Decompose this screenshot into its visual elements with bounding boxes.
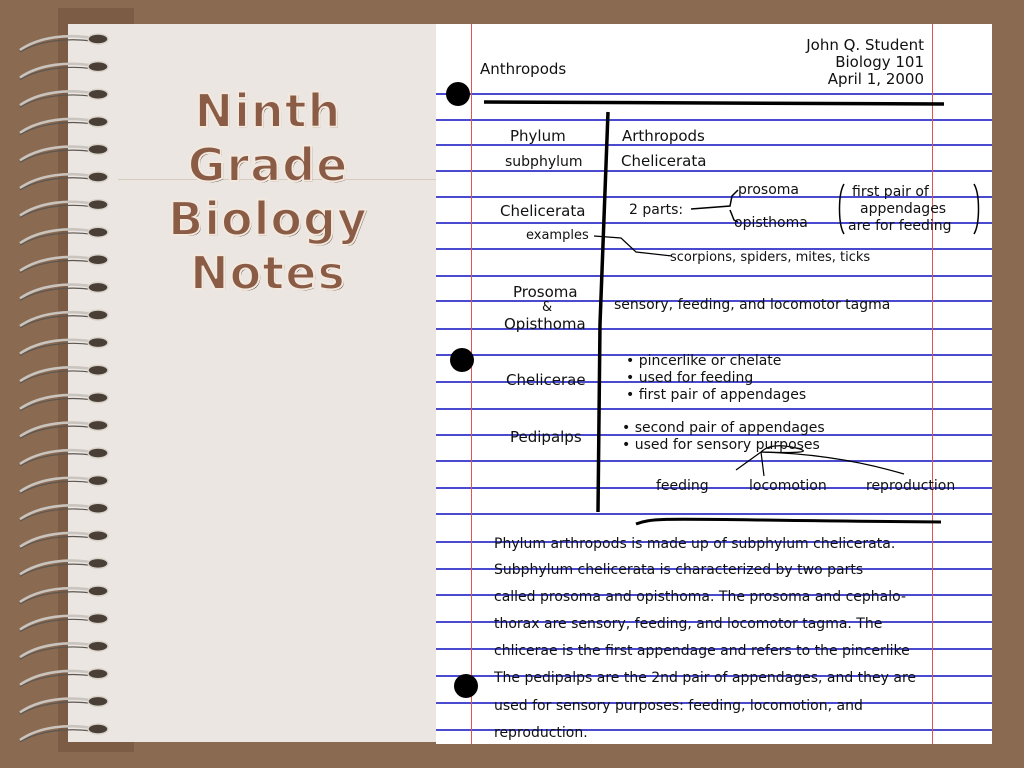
part-opisthoma: opisthoma bbox=[734, 215, 808, 231]
spiral-coil bbox=[20, 671, 92, 685]
spiral-coil-shadow bbox=[20, 233, 92, 245]
spiral-hole bbox=[88, 310, 108, 320]
spiral-hole bbox=[88, 393, 108, 403]
spiral-coil-shadow bbox=[20, 592, 92, 604]
spiral-hole bbox=[88, 117, 108, 127]
value-phylum: Arthropods bbox=[622, 127, 705, 145]
parts-label: 2 parts: bbox=[629, 202, 684, 218]
spiral-coil bbox=[20, 643, 92, 657]
spiral-binding-icon bbox=[0, 0, 130, 768]
note-bracket-left bbox=[840, 184, 845, 234]
spiral-coil bbox=[20, 588, 92, 602]
date-label: April 1, 2000 bbox=[827, 70, 924, 88]
spiral-hole bbox=[88, 365, 108, 375]
spiral-coil bbox=[20, 285, 92, 299]
chelicerae-bullet-2: • used for feeding bbox=[626, 370, 754, 386]
spiral-hole bbox=[88, 338, 108, 348]
spiral-coil bbox=[20, 64, 92, 78]
spiral-hole bbox=[88, 476, 108, 486]
arrow-prosoma bbox=[691, 190, 738, 209]
spiral-hole bbox=[88, 255, 108, 265]
spiral-hole bbox=[88, 282, 108, 292]
spiral-coil bbox=[20, 257, 92, 271]
topic-label: Anthropods bbox=[480, 60, 567, 78]
spiral-coil bbox=[20, 533, 92, 547]
note-line-1: first pair of bbox=[852, 184, 929, 200]
spiral-hole bbox=[88, 724, 108, 734]
spiral-coil-shadow bbox=[20, 564, 92, 576]
spiral-coil-shadow bbox=[20, 426, 92, 438]
term-chelicerata: Chelicerata bbox=[500, 202, 586, 220]
term-chelicerae: Chelicerae bbox=[506, 371, 586, 389]
spiral-coil-shadow bbox=[20, 40, 92, 52]
spiral-coil bbox=[20, 202, 92, 216]
note-bracket-right bbox=[974, 184, 979, 234]
spiral-hole bbox=[88, 696, 108, 706]
term-phylum: Phylum bbox=[510, 127, 566, 145]
value-tagma: sensory, feeding, and locomotor tagma bbox=[614, 297, 891, 313]
term-opisthoma: Opisthoma bbox=[504, 315, 586, 333]
spiral-coil bbox=[20, 229, 92, 243]
pedipalps-bullet-2: • used for sensory purposes bbox=[622, 437, 820, 453]
title-line-1: Ninth bbox=[194, 84, 342, 138]
note-line-2: appendages bbox=[860, 201, 947, 217]
title-line-3: Biology bbox=[168, 192, 368, 246]
spiral-coil-shadow bbox=[20, 399, 92, 411]
notebook-page bbox=[436, 24, 992, 744]
spiral-coil-shadow bbox=[20, 67, 92, 79]
branch-locomotion: locomotion bbox=[749, 478, 827, 494]
branch-feeding: feeding bbox=[656, 478, 709, 494]
spiral-hole bbox=[88, 62, 108, 72]
spiral-coil-shadow bbox=[20, 481, 92, 493]
spiral-coil-shadow bbox=[20, 371, 92, 383]
spiral-coil-shadow bbox=[20, 288, 92, 300]
spiral-coil bbox=[20, 174, 92, 188]
spiral-coil-shadow bbox=[20, 150, 92, 162]
spiral-hole bbox=[88, 586, 108, 596]
term-pedipalps: Pedipalps bbox=[510, 428, 582, 446]
top-divider bbox=[484, 102, 944, 104]
summary-line-4: thorax are sensory, feeding, and locomotor tagma. The bbox=[494, 616, 883, 632]
term-subphylum: subphylum bbox=[505, 154, 583, 170]
bottom-divider bbox=[636, 519, 941, 524]
note-line-3: are for feeding bbox=[848, 218, 952, 234]
spiral-coil bbox=[20, 561, 92, 575]
spiral-hole bbox=[88, 89, 108, 99]
spiral-coil bbox=[20, 423, 92, 437]
spiral-coil-shadow bbox=[20, 95, 92, 107]
spiral-coil bbox=[20, 478, 92, 492]
chelicerae-bullet-1: • pincerlike or chelate bbox=[626, 353, 782, 369]
spiral-coil-shadow bbox=[20, 123, 92, 135]
spiral-coil-shadow bbox=[20, 316, 92, 328]
spiral-hole bbox=[88, 531, 108, 541]
spiral-hole bbox=[88, 641, 108, 651]
spiral-coil bbox=[20, 91, 92, 105]
summary-line-3: called prosoma and opisthoma. The prosoma and cephalo- bbox=[494, 589, 907, 605]
summary-line-2: Subphylum chelicerata is characterized by two parts bbox=[494, 562, 864, 578]
spiral-hole bbox=[88, 558, 108, 568]
value-subphylum: Chelicerata bbox=[621, 152, 707, 170]
title-line-2: Grade bbox=[187, 138, 349, 192]
spiral-coil-shadow bbox=[20, 454, 92, 466]
spiral-coil-shadow bbox=[20, 178, 92, 190]
spiral-coil bbox=[20, 395, 92, 409]
spiral-hole bbox=[88, 614, 108, 624]
spiral-coil-shadow bbox=[20, 205, 92, 217]
spiral-hole bbox=[88, 420, 108, 430]
spiral-hole bbox=[88, 227, 108, 237]
spiral-coil-shadow bbox=[20, 343, 92, 355]
term-prosoma: Prosoma bbox=[513, 283, 578, 301]
examples-label: examples bbox=[526, 228, 589, 243]
summary-line-5: chlicerae is the first appendage and refers to the pincerlike bbox=[494, 643, 910, 659]
spiral-coil bbox=[20, 312, 92, 326]
spiral-coil bbox=[20, 699, 92, 713]
spiral-coil bbox=[20, 147, 92, 161]
spiral-coil bbox=[20, 450, 92, 464]
title-line-4: Notes bbox=[190, 246, 346, 300]
term-ampersand: & bbox=[542, 300, 553, 315]
summary-line-6: The pedipalps are the 2nd pair of appendages, and they are bbox=[494, 670, 917, 686]
chelicerae-bullet-3: • first pair of appendages bbox=[626, 387, 807, 403]
spiral-coil bbox=[20, 119, 92, 133]
spiral-hole bbox=[88, 34, 108, 44]
course-name: Biology 101 bbox=[835, 53, 924, 71]
spiral-coil-shadow bbox=[20, 261, 92, 273]
spiral-hole bbox=[88, 144, 108, 154]
spiral-coil-shadow bbox=[20, 509, 92, 521]
spiral-hole bbox=[88, 448, 108, 458]
spiral-hole bbox=[88, 669, 108, 679]
spiral-coil-shadow bbox=[20, 702, 92, 714]
spiral-coil-shadow bbox=[20, 647, 92, 659]
spiral-coil bbox=[20, 36, 92, 50]
summary-line-1: Phylum arthropods is made up of subphylum chelicerata. bbox=[494, 536, 896, 552]
spiral-coil-shadow bbox=[20, 675, 92, 687]
spiral-coil bbox=[20, 505, 92, 519]
spiral-coil bbox=[20, 340, 92, 354]
examples-list: scorpions, spiders, mites, ticks bbox=[670, 250, 871, 265]
spiral-coil-shadow bbox=[20, 537, 92, 549]
spiral-hole bbox=[88, 503, 108, 513]
branch-lines bbox=[736, 452, 904, 476]
branch-reproduction: reproduction bbox=[866, 478, 956, 494]
spiral-hole bbox=[88, 200, 108, 210]
spiral-hole bbox=[88, 172, 108, 182]
spiral-coil-shadow bbox=[20, 730, 92, 742]
part-prosoma: prosoma bbox=[738, 182, 799, 198]
spiral-coil bbox=[20, 726, 92, 740]
table-divider bbox=[598, 112, 608, 512]
summary-line-8: reproduction. bbox=[494, 725, 588, 741]
spiral-coil bbox=[20, 616, 92, 630]
spiral-coil bbox=[20, 367, 92, 381]
spiral-coil-shadow bbox=[20, 619, 92, 631]
student-name: John Q. Student bbox=[806, 36, 924, 54]
pedipalps-bullet-1: • second pair of appendages bbox=[622, 420, 825, 436]
summary-line-7: used for sensory purposes: feeding, locomotion, and bbox=[494, 698, 863, 714]
examples-connector bbox=[594, 236, 672, 256]
